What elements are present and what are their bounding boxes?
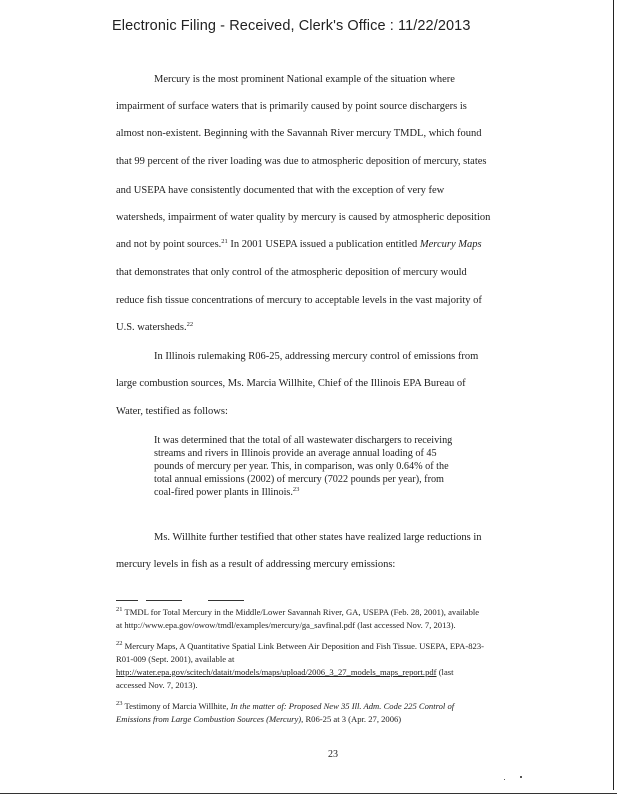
text-line — [116, 641, 484, 651]
text-line — [154, 486, 299, 499]
text-segment: Emissions from Large Combustion Sources (Mercury) — [116, 714, 302, 724]
text-line: accessed Nov. 7, 2013). — [116, 680, 198, 690]
text-segment: In 2001 USEPA issued a publication entitled — [227, 239, 420, 250]
text-line — [116, 322, 193, 333]
text-line: total annual emissions (2002) of mercury (7022 pounds per year), from — [154, 474, 444, 485]
footnote-separator — [146, 600, 182, 601]
text-segment: U.S. watersheds. — [116, 322, 187, 333]
text-line: In Illinois rulemaking R06-25, addressing mercury control of emissions from — [154, 351, 479, 362]
text-line: It was determined that the total of all wastewater dischargers to receiving — [154, 435, 453, 446]
footnote-number: 22 — [116, 640, 123, 647]
text-segment: Testimony of Marcia Willhite, — [124, 701, 231, 711]
publication-title: Mercury Maps — [419, 239, 482, 250]
text-line: pounds of mercury per year. This, in comparison, was only 0.64% of the — [154, 461, 449, 472]
page-edge-bottom — [0, 793, 617, 794]
text-line — [116, 714, 401, 724]
scan-speck — [504, 779, 505, 780]
text-segment: In the matter of: Proposed New 35 Ill. Adm. Code 225 Control of — [230, 701, 455, 711]
text-line: Mercury is the most prominent National example of the situation where — [154, 74, 455, 85]
text-segment: and not by point sources. — [116, 239, 222, 250]
text-line: large combustion sources, Ms. Marcia Willhite, Chief of the Illinois EPA Bureau of — [116, 378, 466, 389]
footnote-ref-23: 23 — [292, 486, 300, 493]
text-segment: coal-fired power plants in Illinois. — [154, 487, 293, 498]
footnote-link[interactable]: http://water.epa.gov/scitech/datait/models/maps/upload/2006_3_27_models_maps_report.pdf — [116, 667, 437, 677]
footnote-separator — [208, 600, 244, 601]
text-segment: (last — [436, 667, 454, 677]
text-line: almost non-existent. Beginning with the Savannah River mercury TMDL, which found — [116, 128, 482, 139]
text-line — [116, 607, 479, 617]
text-line: reduce fish tissue concentrations of mercury to acceptable levels in the vast majority of — [116, 295, 482, 306]
text-segment: Mercury Maps, A Quantitative Spatial Link Between Air Deposition and Fish Tissue. USEPA, EPA-823- — [124, 641, 484, 651]
text-line: and USEPA have consistently documented that with the exception of very few — [116, 185, 445, 196]
text-line: mercury levels in fish as a result of addressing mercury emissions: — [116, 559, 396, 570]
text-segment: , R06-25 at 3 (Apr. 27, 2006) — [301, 714, 402, 724]
text-line: that demonstrates that only control of the atmospheric deposition of mercury would — [116, 267, 467, 278]
footnote-ref-22: 22 — [186, 321, 194, 328]
text-line: R01-009 (Sept. 2001), available at — [116, 654, 235, 664]
text-segment: TMDL for Total Mercury in the Middle/Lower Savannah River, GA, USEPA (Feb. 28, 2001), available — [124, 607, 480, 617]
filing-stamp-header: Electronic Filing - Received, Clerk's Office : 11/22/2013 — [112, 18, 471, 34]
text-line — [116, 239, 482, 250]
footnote-number: 23 — [116, 700, 123, 707]
text-line: at http://www.epa.gov/owow/tmdl/examples/mercury/ga_savfinal.pdf (last accessed Nov. 7, 2013). — [116, 620, 456, 630]
page-edge-right — [613, 0, 614, 790]
text-line: impairment of surface waters that is primarily caused by point source dischargers is — [116, 101, 467, 112]
footnote-ref-21: 21 — [221, 238, 228, 245]
footnote-separator — [116, 600, 138, 601]
text-line: streams and rivers in Illinois provide an average annual loading of 45 — [154, 448, 437, 459]
text-line: Water, testified as follows: — [116, 406, 228, 417]
text-line — [116, 667, 454, 677]
scan-speck — [520, 776, 522, 778]
text-line: watersheds, impairment of water quality by mercury is caused by atmospheric deposition — [116, 212, 491, 223]
text-line: that 99 percent of the river loading was due to atmospheric deposition of mercury, states — [116, 156, 487, 167]
text-line: Ms. Willhite further testified that other states have realized large reductions in — [154, 532, 482, 543]
page-number: 23 — [328, 749, 338, 760]
footnote-number: 21 — [116, 606, 123, 613]
text-line — [116, 701, 454, 711]
